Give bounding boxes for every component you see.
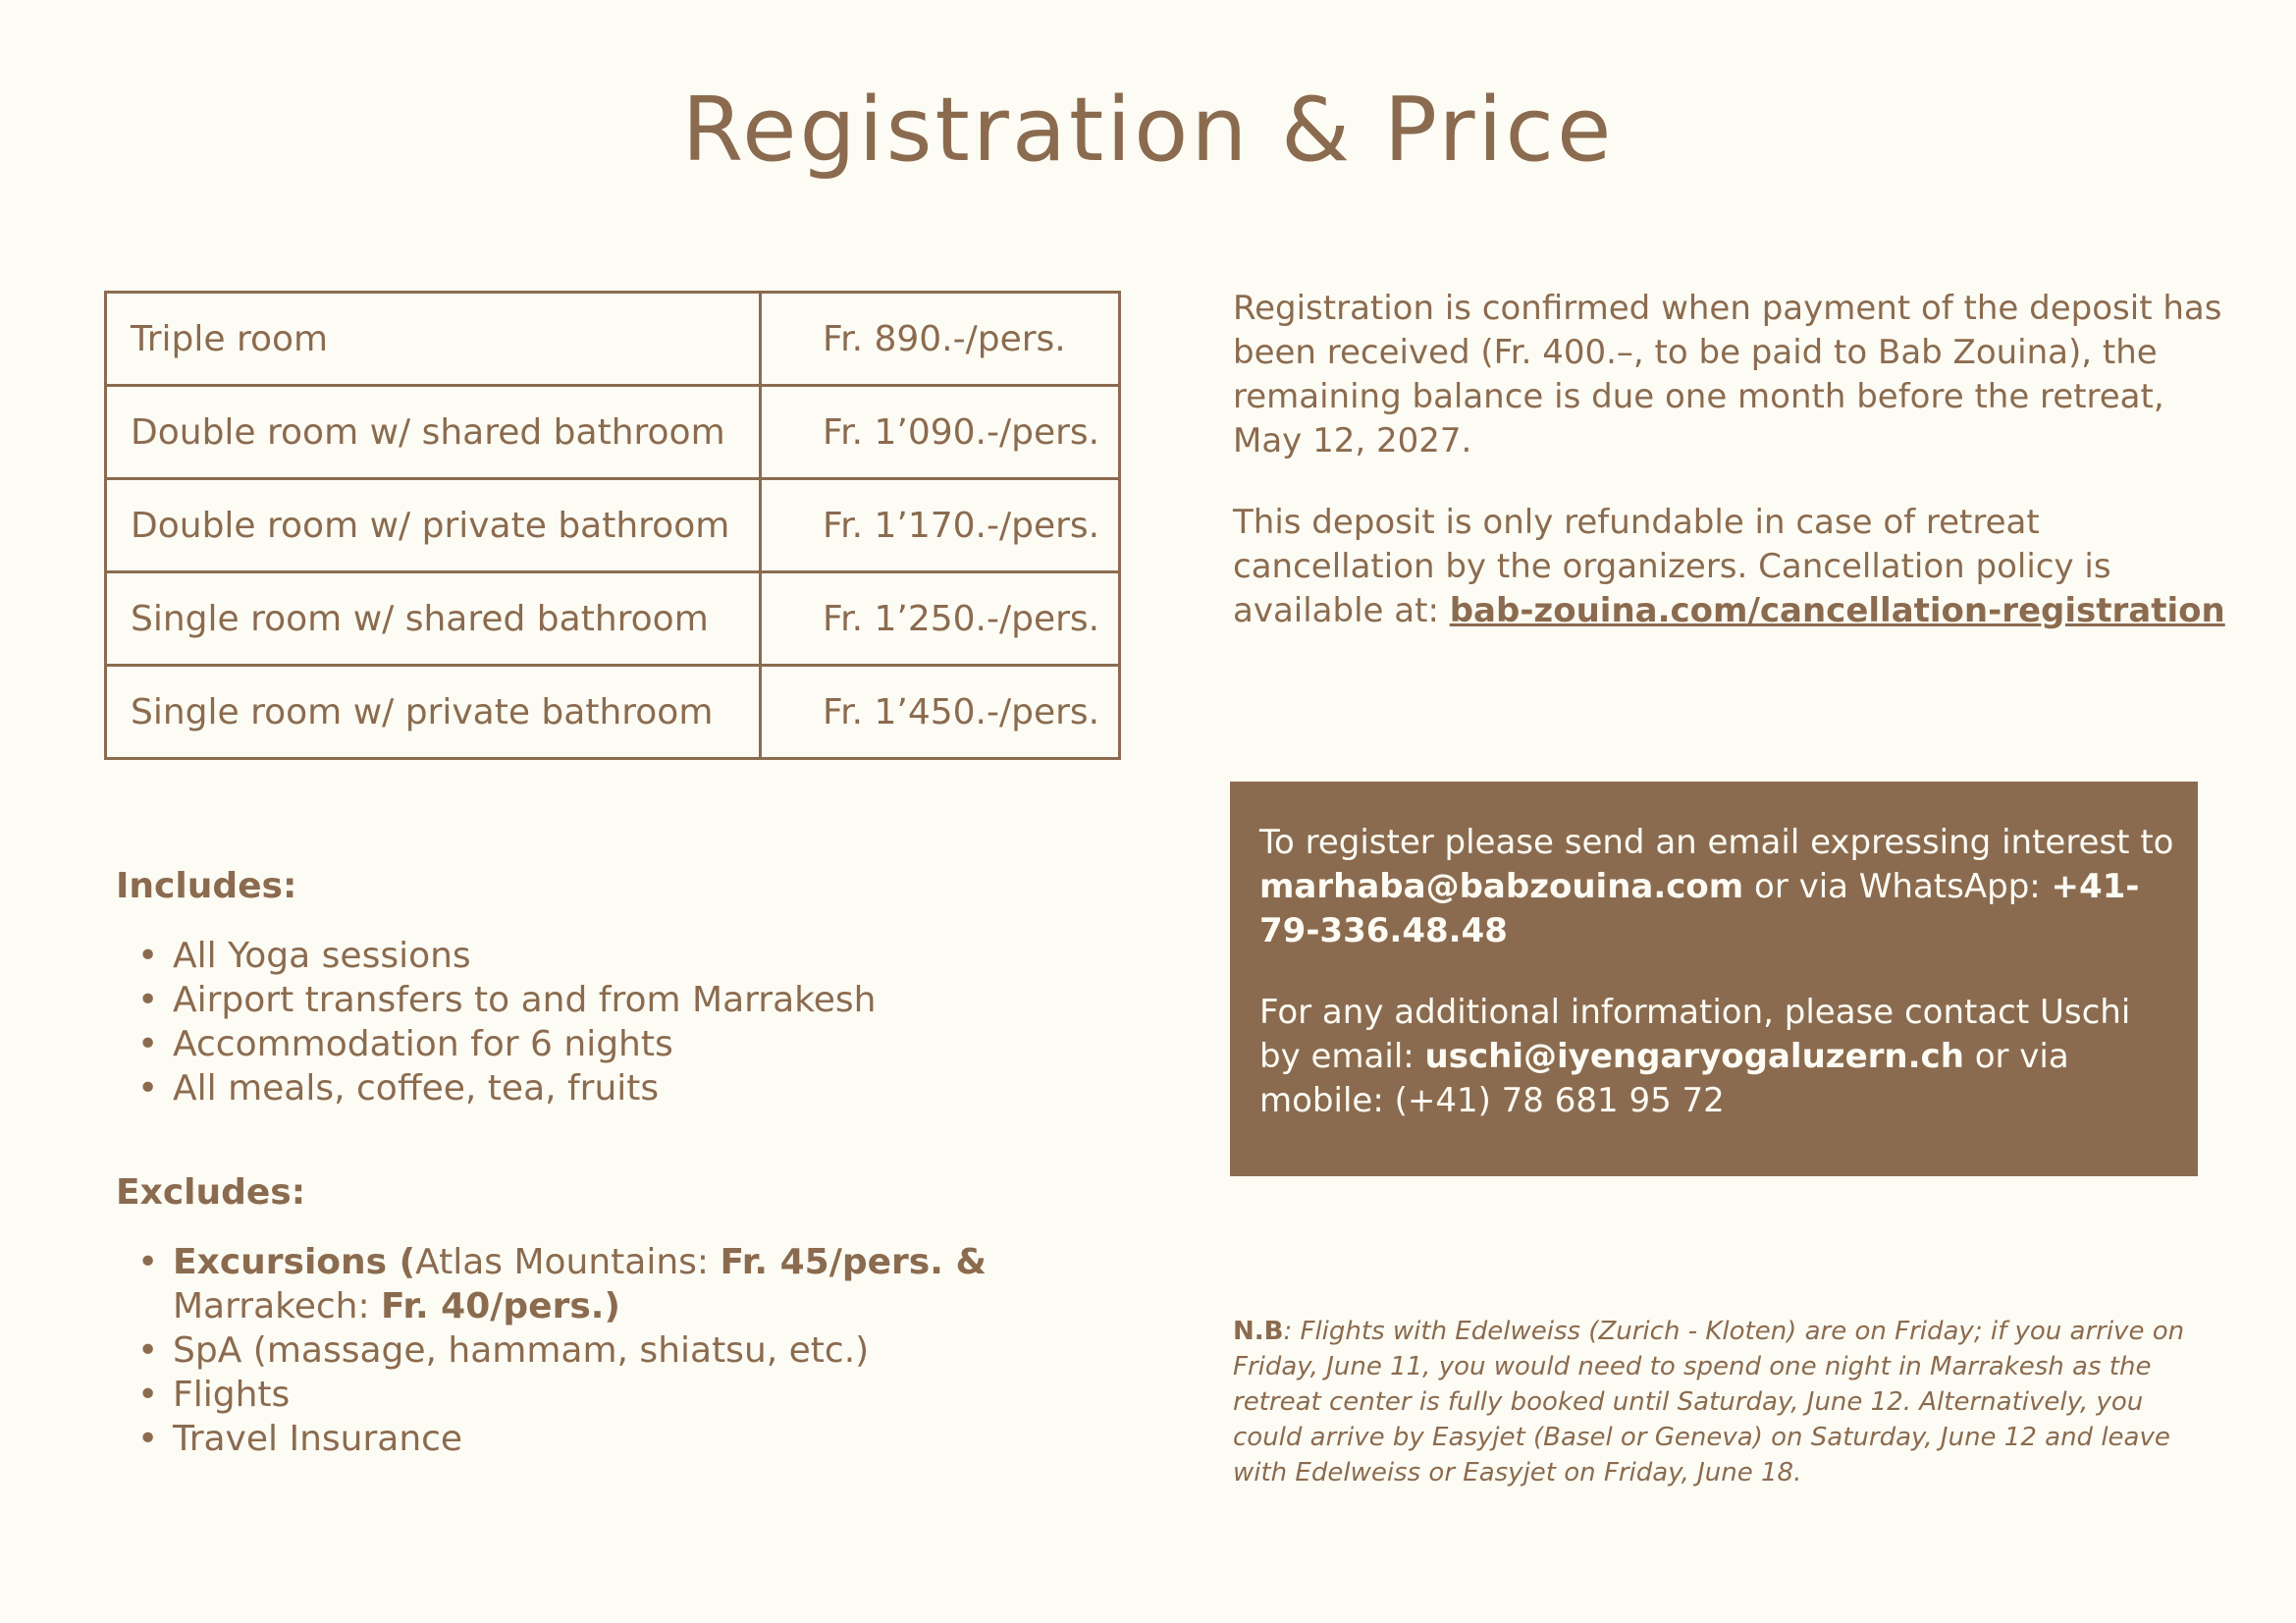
note-text: : Flights with Edelweiss (Zurich - Kloten) are on Friday; if you arrive on Friday, June 11, you would need to spend one night in Marrakesh as the retreat center is fully booked until Saturday, June 12. Alternatively, you could arrive by Easyjet (Basel or Geneva) on Saturday, June 12 and leave with Edelweiss or Easyjet on Friday, June 18.: [1233, 1317, 2185, 1488]
register-email: marhaba@babzouina.com: [1259, 867, 1744, 906]
includes-heading: Includes:: [116, 866, 297, 906]
room-type: Single room w/ shared bathroom: [106, 572, 761, 666]
includes-list: [116, 934, 999, 1110]
note-label: N.B: [1233, 1317, 1284, 1346]
excursions-atlas: Atlas Mountains:: [415, 1242, 721, 1282]
list-item: • Airport transfers to and from Marrakesh: [173, 978, 999, 1022]
room-price: Fr. 1’250.-/pers.: [761, 572, 1120, 666]
room-price: Fr. 1’450.-/pers.: [761, 666, 1120, 759]
contact-box: [1230, 782, 2198, 1176]
refund-text: This deposit is only refundable in case of retreat cancellation by the organizers. Cancellation policy is available at:: [1233, 503, 2111, 630]
list-item: • Flights: [173, 1373, 999, 1417]
room-price: Fr. 890.-/pers.: [761, 293, 1120, 386]
info-text: For any additional information, please contact Uschi by email:: [1259, 993, 2131, 1076]
includes-section: [116, 866, 999, 1110]
info-paragraph: [1259, 991, 2178, 1123]
excursions-label: Excursions (: [173, 1242, 416, 1282]
excludes-heading: Excludes:: [116, 1172, 306, 1213]
table-row: [106, 572, 1120, 666]
info-text-b: or via mobile: (+41) 78 681 95 72: [1259, 1037, 2069, 1120]
room-type: Double room w/ shared bathroom: [106, 386, 761, 479]
table-row: [106, 386, 1120, 479]
excludes-list: [116, 1240, 999, 1461]
whatsapp-number: +41-79-336.48.48: [1259, 867, 2140, 950]
list-item: • Accommodation for 6 nights: [173, 1022, 999, 1066]
room-type: Triple room: [106, 293, 761, 386]
room-type: Double room w/ private bathroom: [106, 479, 761, 572]
list-item: [173, 1240, 999, 1328]
excursions-marrakech-price: Fr. 40/pers.): [381, 1286, 620, 1326]
room-price: Fr. 1’170.-/pers.: [761, 479, 1120, 572]
table-row: [106, 293, 1120, 386]
register-paragraph: [1259, 821, 2178, 953]
price-table: [104, 291, 1121, 760]
room-type: Single room w/ private bathroom: [106, 666, 761, 759]
list-item: • All Yoga sessions: [173, 934, 999, 978]
refund-paragraph: [1233, 501, 2234, 633]
registration-info: [1233, 287, 2234, 671]
flight-note: [1233, 1314, 2215, 1490]
room-price: Fr. 1’090.-/pers.: [761, 386, 1120, 479]
table-row: [106, 666, 1120, 759]
list-item: • Travel Insurance: [173, 1417, 999, 1461]
cancellation-policy-link[interactable]: bab-zouina.com/cancellation-registration: [1449, 591, 2225, 630]
excursions-marrakech: Marrakech:: [173, 1286, 382, 1326]
page-title: Registration & Price: [681, 79, 1615, 182]
register-text-b: or via WhatsApp:: [1743, 867, 2052, 906]
register-text: To register please send an email expressing interest to: [1259, 823, 2174, 862]
excursions-atlas-price: Fr. 45/pers. &: [720, 1242, 987, 1282]
table-row: [106, 479, 1120, 572]
excludes-section: [116, 1172, 999, 1461]
list-item: • All meals, coffee, tea, fruits: [173, 1066, 999, 1110]
uschi-email: uschi@iyengaryogaluzern.ch: [1424, 1037, 1964, 1076]
list-item: • SpA (massage, hammam, shiatsu, etc.): [173, 1328, 999, 1373]
deposit-paragraph: Registration is confirmed when payment of the deposit has been received (Fr. 400.–, to be paid to Bab Zouina), the remaining balance is due one month before the retreat, May 12, 2027.: [1233, 289, 2222, 460]
